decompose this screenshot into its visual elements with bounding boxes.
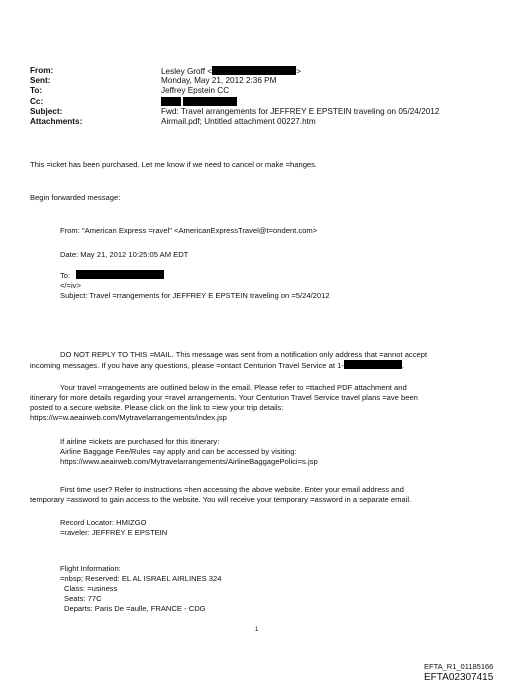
footer-id-2: EFTA02307415 (424, 672, 494, 683)
from-label: From: (30, 66, 54, 75)
redaction-box (344, 360, 402, 369)
to-label: To: (30, 86, 43, 96)
notice-line: DO NOT REPLY TO THIS =MAIL. This message was sent from a notification only address that =annot accept (60, 350, 428, 359)
trip-link[interactable]: https://w=w.aeairweb.com/Mytravelarrangements/index.jsp (30, 413, 227, 422)
attachments-label: Attachments: (30, 116, 83, 126)
forwarded-date: Date: May 21, 2012 10:25:05 AM EDT (60, 250, 189, 259)
flight-seats: Seats: 77C (64, 594, 102, 603)
sent-value: Monday, May 21, 2012 2:36 PM (161, 76, 277, 86)
airline-line: Airline Baggage Fee/Rules =ay apply and can be accessed by visiting: (60, 447, 297, 456)
forwarded-from: From: "American Express =ravel" <AmericanExpressTravel@t=ondent.com> (60, 226, 318, 235)
subject-value: Fwd: Travel arrangements for JEFFREY E EPSTEIN traveling on 05/24/2012 (161, 106, 440, 116)
record-locator: Record Locator: HMIZGO (60, 518, 147, 527)
forwarded-subject: Subject: Travel =rrangements for JEFFREY E EPSTEIN traveling on =5/24/2012 (60, 291, 330, 300)
from-name: Lesley Groff < (161, 67, 213, 76)
first-time-line: First time user? Refer to instructions =hen accessing the above website. Enter your email address and (60, 485, 404, 494)
from-tail: > (296, 67, 301, 76)
flight-reserved: =nbsp; Reserved: EL AL ISRAEL AIRLINES 324 (60, 574, 222, 583)
traveler: =raveler: JEFFREY E EPSTEIN (60, 528, 168, 537)
flight-info-heading: Flight Information: (60, 564, 121, 573)
forwarded-div: </=iv> (60, 281, 81, 290)
footer-id-1: EFTA_R1_01185166 (424, 662, 494, 671)
cc-label: Cc: (30, 96, 44, 106)
attachments-value: Airmail.pdf; Untitled attachment 00227.htm (161, 116, 316, 126)
airline-line: If airline =ickets are purchased for this itinerary: (60, 437, 220, 446)
travel-line: posted to a secure website. Please click on the link to =iew your trip details: (30, 403, 284, 412)
first-time-line: temporary =assword to gain access to the website. You will receive your temporary =assword in a separate email. (30, 495, 412, 504)
flight-departs: Departs: Paris De =aulle, FRANCE - CDG (64, 604, 206, 613)
travel-line: Your travel =rrangements are outlined below in the email. Please refer to =ttached PDF attachment and (60, 383, 407, 392)
notice-text: incoming messages. If you have any questions, please =ontact Centurion Travel Service at 1- (30, 361, 344, 370)
body-line: Begin forwarded message: (30, 193, 121, 202)
travel-line: itinerary for more details regarding your =ravel arrangements. Your Centurion Travel Service travel plans =ave been (30, 393, 418, 402)
forwarded-to (60, 270, 164, 281)
page-number: 1 (255, 627, 259, 633)
body-line: This =icket has been purchased. Let me know if we need to cancel or make =hanges. (30, 160, 318, 169)
flight-class: Class: =usiness (64, 584, 118, 593)
notice-line: incoming messages. If you have any questions, please =ontact Centurion Travel Service at 1- . (30, 361, 404, 370)
subject-label: Subject: (30, 106, 63, 116)
baggage-link[interactable]: https://www.aeairweb.com/Mytravelarrangements/AirlineBaggagePolici=s.jsp (60, 457, 318, 466)
sent-label: Sent: (30, 76, 51, 86)
redaction-box (76, 270, 164, 279)
forwarded-to-label: To: (60, 271, 71, 280)
to-value: Jeffrey Epstein CC (161, 86, 230, 96)
